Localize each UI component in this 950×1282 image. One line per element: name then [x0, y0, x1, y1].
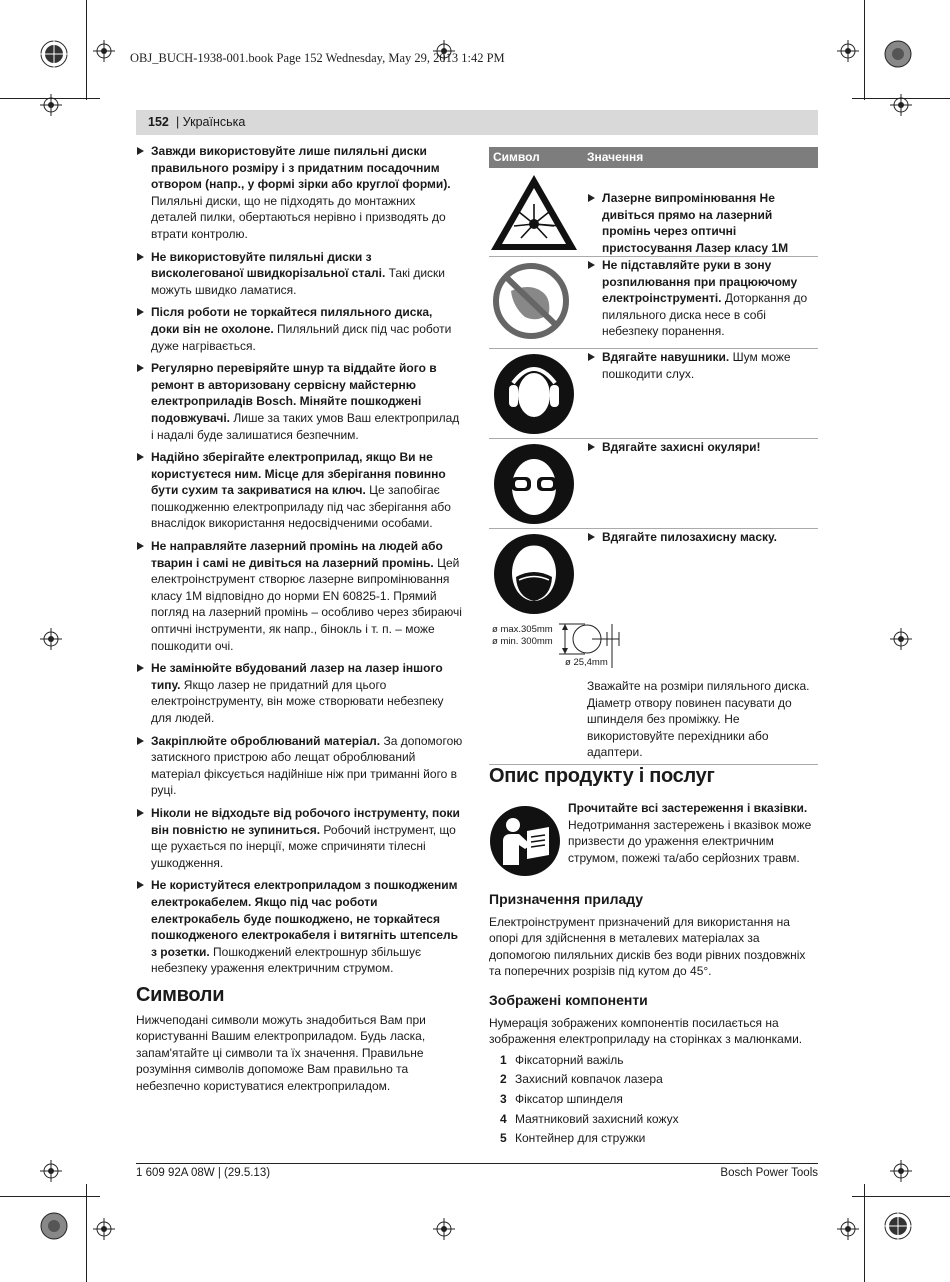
registration-mark-icon [93, 1218, 115, 1240]
purpose-text: Електроінструмент призначений для використання на опорі для здійснення в металевих матеріалах за допомогою пиляльних дисків без води рівних поздовжніх та поперечних розрізів під кутом до 45°. [489, 914, 806, 979]
symbol-row [489, 529, 818, 618]
read-instructions: Прочитайте всі застереження і вказівки. Недотримання застережень і вказівок може призвести до ураження електричним струмом, пожежі та/або серйозних травм. [568, 801, 812, 865]
component-item [489, 1111, 818, 1128]
symbol-row [489, 439, 818, 529]
bullet-triangle-icon [137, 542, 144, 550]
component-label: Фіксатор шпинделя [515, 1091, 623, 1106]
language-label: | Українська [176, 115, 246, 129]
bullet-triangle-icon [137, 737, 144, 745]
page-header [136, 110, 818, 135]
page-number: 152 [148, 115, 169, 129]
registration-mark-icon [890, 628, 912, 650]
no-hands-icon [489, 257, 579, 352]
crop-line [864, 1184, 865, 1282]
bullet-triangle-icon [137, 881, 144, 889]
crop-line [852, 1196, 950, 1197]
disk-dimensions: ø max.305mm ø min. 300mm [492, 624, 553, 647]
product-title: Опис продукту і послуг [489, 765, 715, 787]
eye-protection-icon [489, 439, 579, 532]
registration-mark-icon [40, 628, 62, 650]
symbol-text: Вдягайте пилозахисну маску. [587, 529, 818, 546]
col-symbol: Символ [493, 150, 540, 164]
product-section [489, 765, 818, 787]
crop-line [864, 0, 865, 100]
component-number: 4 [500, 1111, 507, 1126]
component-label: Захисний ковпачок лазера [515, 1072, 663, 1087]
symbols-title: Символи [136, 983, 225, 1006]
safety-list [136, 143, 464, 977]
symbol-row [489, 349, 818, 439]
component-label: Контейнер для стружки [515, 1131, 646, 1146]
col-meaning: Значення [587, 150, 644, 164]
symbol-text: Вдягайте захисні окуляри! [587, 439, 818, 456]
registration-mark-icon [93, 40, 115, 62]
footer-code: 1 609 92A 08W | (29.5.13) [136, 1167, 271, 1179]
component-item [489, 1071, 818, 1088]
registration-mark-icon [40, 94, 62, 116]
disk-diagram [489, 614, 818, 765]
left-column [136, 143, 464, 1094]
safety-item: Надійно зберігайте електроприлад, якщо Ви не користуєтеся ним. Місце для зберігання повинно бути сухим та закриватися на ключ. Це запобігає пошкодженню електроприладу під час зберігання або внаслідок використання недосвідченими особами. [136, 449, 464, 532]
registration-mark-icon [40, 40, 68, 68]
bullet-triangle-icon [137, 147, 144, 155]
symbol-table-header [489, 147, 818, 168]
crop-line [86, 0, 87, 100]
footer-brand: Bosch Power Tools [720, 1167, 818, 1179]
components-list [489, 1052, 818, 1147]
crop-line [0, 1196, 100, 1197]
components-text: Нумерація зображених компонентів посилається на зображення електроприладу на сторінках з малюнками. [489, 1015, 803, 1047]
symbol-table [489, 147, 818, 618]
safety-item: Закріплюйте оброблюваний матеріал. За допомогою затискного пристрою або лещат оброблюваний матеріал фіксується надійніше ніж при триманні його в руці. [136, 733, 464, 799]
registration-mark-icon [890, 94, 912, 116]
ear-protection-icon [489, 349, 579, 442]
disk-text: Зважайте на розміри пиляльного диска. Діаметр отвору повинен пасувати до шпинделя без проміжку. Не використовуйте перехідники або адаптери. [587, 679, 810, 760]
component-number: 1 [500, 1052, 507, 1067]
symbol-text: Лазерне випромінювання Не дивіться прямо на лазерний промінь через оптичні пристосування Лазер класу 1M [587, 190, 818, 256]
symbol-row [489, 168, 818, 257]
safety-item: Регулярно перевіряйте шнур та віддайте його в ремонт в авторизовану сервісну майстерню електроприладів Bosch. Міняйте пошкоджені подовжувачі. Лише за таких умов Ваш електроприлад і надалі буде залишатися безпечним. [136, 360, 464, 443]
registration-mark-icon [433, 1218, 455, 1240]
components-section [489, 992, 818, 1150]
read-manual-icon [489, 805, 561, 877]
registration-mark-icon [884, 1212, 912, 1240]
dust-mask-icon [489, 529, 579, 622]
component-item [489, 1052, 818, 1069]
component-label: Маятниковий захисний кожух [515, 1111, 679, 1126]
crop-line [86, 1184, 87, 1282]
symbol-text: Не підставляйте руки в зону розпилювання при працюючому електроінструменті. Доторкання до пиляльного диска несе в собі небезпеку поранення. [587, 257, 818, 340]
print-info: OBJ_BUCH-1938-001.book Page 152 Wednesday, May 29, 2013 1:42 PM [130, 51, 505, 65]
symbol-text: Вдягайте навушники. Шум може пошкодити слух. [587, 349, 818, 382]
page-footer [136, 1163, 818, 1179]
laser-warning-icon [489, 168, 579, 261]
registration-mark-icon [884, 40, 912, 68]
safety-item: Завжди використовуйте лише пиляльні диски правильного розміру і з придатним посадочним отвором (напр., у формі зірки або круглої форми). Пиляльні диски, що не підходять до монтажних деталей пилки, обертаються нерівно і призводять до втрати контролю. [136, 143, 464, 243]
registration-mark-icon [837, 1218, 859, 1240]
symbol-row [489, 257, 818, 349]
component-label: Фіксаторний важіль [515, 1052, 624, 1067]
component-item [489, 1091, 818, 1108]
safety-item: Не використовуйте пиляльні диски з висколегованої швидкорізальної сталі. Такі диски можуть швидко ламатися. [136, 249, 464, 299]
bullet-triangle-icon [137, 308, 144, 316]
bore-diameter: ø 25,4mm [565, 657, 608, 668]
component-number: 5 [500, 1131, 507, 1146]
purpose-section [489, 891, 818, 980]
bullet-triangle-icon [137, 364, 144, 372]
registration-mark-icon [890, 1160, 912, 1182]
symbols-intro: Нижчеподані символи можуть знадобиться Вам при користуванні Вашим електроприладом. Будь ласка, запам'ятайте ці символи та їх значення. Правильне розуміння символів допоможе Вам правильно та небезпечно користуватися електроприладом. [136, 1012, 426, 1093]
bullet-triangle-icon [137, 453, 144, 461]
components-title: Зображені компоненти [489, 992, 648, 1008]
registration-mark-icon [40, 1212, 68, 1240]
bullet-triangle-icon [137, 664, 144, 672]
registration-mark-icon [40, 1160, 62, 1182]
bullet-triangle-icon [137, 809, 144, 817]
safety-item: Не направляйте лазерний промінь на людей або тварин і самі не дивіться на лазерний промінь. Цей електроінструмент створює лазерне випромінювання класу 1M відповідно до норми EN 60825-1. Прямий погляд на лазерний промінь – особливо через збираючі оптичні інструменти, як напр., бінокль і т. п. – може пошкодити очі. [136, 538, 464, 654]
bullet-triangle-icon [137, 253, 144, 261]
safety-item: Не замінюйте вбудований лазер на лазер іншого типу. Якщо лазер не придатний для цього електроінструменту, він може створювати небезпеку для людей. [136, 660, 464, 726]
safety-item: Ніколи не відходьте від робочого інструменту, поки він повністю не зупиниться. Робочий інструмент, що ще рухається по інерції, може спричиняти тілесні ушкодження. [136, 805, 464, 871]
component-item [489, 1130, 818, 1147]
component-number: 2 [500, 1072, 507, 1087]
safety-item: Після роботи не торкайтеся пиляльного диска, доки він не охолоне. Пиляльний диск під час роботи дуже нагрівається. [136, 304, 464, 354]
purpose-title: Призначення приладу [489, 891, 644, 907]
safety-item: Не користуйтеся електроприладом з пошкодженим електрокабелем. Якщо під час роботи електрокабель буде пошкоджено, не торкайтеся пошкодженого електрокабеля і витягніть штепсель з розетки. Пошкоджений електрошнур збільшує небезпеку ураження електричним струмом. [136, 877, 464, 977]
registration-mark-icon [837, 40, 859, 62]
component-number: 3 [500, 1091, 507, 1106]
